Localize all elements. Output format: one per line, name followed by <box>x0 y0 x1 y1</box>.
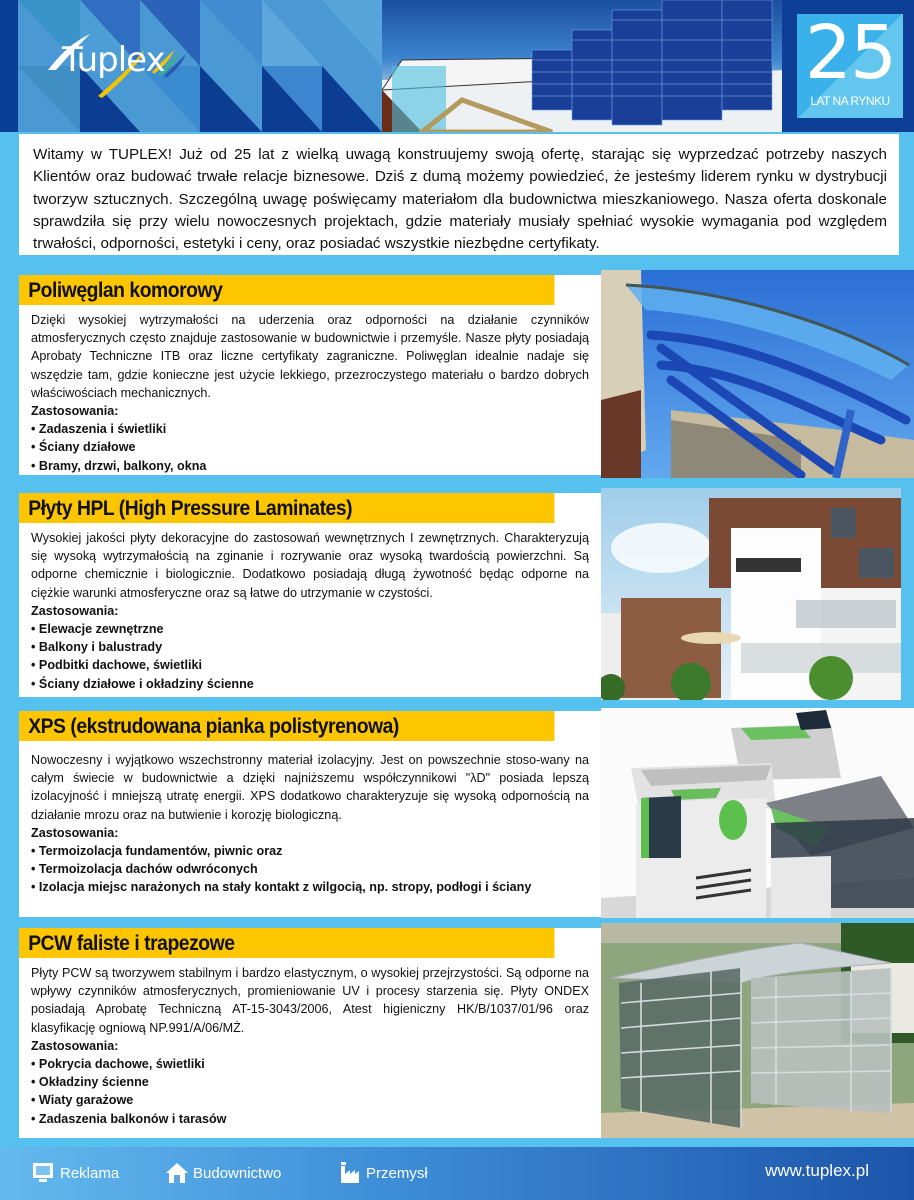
uses-label: Zastosowania: <box>31 1038 119 1053</box>
factory-icon <box>338 1162 360 1184</box>
section-xps <box>19 711 601 917</box>
photo-polycarbonate-canopy <box>601 270 914 478</box>
website-link[interactable]: www.tuplex.pl <box>765 1161 869 1180</box>
footer-link-budownictwo[interactable] <box>165 1162 281 1184</box>
footer-link-label: Przemysł <box>366 1164 428 1182</box>
section-description: Nowoczesny i wyjątkowo wszechstronny materiał izolacyjny. Jest on powszechnie stoso-wany na całym świecie w budownictwie a dzięki najniższemu współczynnikowi "λD" posiada lepszą izolacyjność i mniejszą utratę energii. XPS dodatkowo charakteryzuje się wysoką odpornością na działanie mrozu oraz na butwienie i korozję biologiczną. <box>31 753 589 822</box>
photo-hpl-building <box>601 488 901 700</box>
section-title: Płyty HPL (High Pressure Laminates) <box>19 493 554 523</box>
intro-box <box>19 134 899 255</box>
badge-caption: LAT NA RYNKU <box>810 94 890 108</box>
section-description: Płyty PCW są tworzywem stabilnym i bardzo elastycznym, o wysokiej przejrzystości. Są odporne na wpływy czynników atmosferycznych, promieniowanie UV i procesy starzenia się. Płyty ONDEX posiadają Aprobatę Techniczną AT-15-3043/2006, Atest higieniczny HK/B/1037/01/96 oraz klasyfikację ogniową NP.991/A/06/MŻ. <box>31 966 589 1035</box>
section-title: XPS (ekstrudowana pianka polistyrenowa) <box>19 711 554 741</box>
use-item: • Zadaszenia i świetliki <box>31 420 589 438</box>
use-item: • Elewacje zewnętrzne <box>31 620 589 638</box>
footer-link-label: Budownictwo <box>193 1164 282 1182</box>
badge-number: 25 <box>804 10 896 96</box>
section-hpl <box>19 493 601 697</box>
hero-image-buildings <box>382 0 792 132</box>
photo-xps-house-model <box>601 708 914 918</box>
monitor-icon <box>32 1162 54 1184</box>
use-item: • Balkony i balustrady <box>31 638 589 656</box>
section-description: Wysokiej jakości płyty dekoracyjne do zastosowań wewnętrznych I zewnętrznych. Charakteryzują się wysoką wytrzymałością na zginanie i rozrywanie oraz wysoką twardością powierzchni. Są odporne chemicznie i biologicznie. Dodatkowo posiadają długą żywotność będąc odporne na ciężkie warunki atmosferyczne oraz są łatwe do utrzymanie w czystości. <box>31 531 589 600</box>
uses-label: Zastosowania: <box>31 825 119 840</box>
footer-link-przemysl[interactable] <box>338 1162 428 1184</box>
use-item: • Ściany działowe <box>31 438 589 456</box>
use-item: • Termoizolacja fundamentów, piwnic oraz <box>31 842 589 860</box>
use-item: • Zadaszenia balkonów i tarasów <box>31 1110 589 1128</box>
section-title: PCW faliste i trapezowe <box>19 928 554 958</box>
section-pcw <box>19 928 601 1138</box>
section-description: Dzięki wysokiej wytrzymałości na uderzenia oraz odporności na działanie czynników atmosferycznych często znajduje zastosowanie w budownictwie i przemyśle. Nasze płyty posiadają Aprobaty Techniczne ITB oraz liczne certyfikaty zagraniczne. Poliwęglan idealnie nadaje się wszędzie tam, gdzie konieczne jest użycie lekkiego, przezroczystego materiału o bardzo dobrych właściwościach mechanicznych. <box>31 313 589 400</box>
use-item: • Okładziny ścienne <box>31 1073 589 1091</box>
uses-label: Zastosowania: <box>31 603 119 618</box>
logo-text: Tuplex <box>62 40 165 80</box>
use-item: • Podbitki dachowe, świetliki <box>31 656 589 674</box>
house-icon <box>165 1162 187 1184</box>
anniversary-badge <box>782 0 914 132</box>
footer-bar <box>0 1147 914 1200</box>
section-title: Poliwęglan komorowy <box>19 275 554 305</box>
use-item: • Termoizolacja dachów odwróconych <box>31 860 589 878</box>
use-item: • Pokrycia dachowe, świetliki <box>31 1055 589 1073</box>
use-item: • Bramy, drzwi, balkony, okna <box>31 457 589 475</box>
use-item: • Izolacja miejsc narażonych na stały kontakt z wilgocią, np. stropy, podłogi i ściany <box>31 878 589 896</box>
use-item: • Wiaty garażowe <box>31 1091 589 1109</box>
footer-link-reklama[interactable] <box>32 1162 119 1184</box>
header-banner <box>0 0 914 132</box>
use-item: • Ściany działowe i okładziny ścienne <box>31 675 589 693</box>
footer-link-label: Reklama <box>60 1164 120 1182</box>
intro-text: Witamy w TUPLEX! Już od 25 lat z wielką uwagą konstruujemy swoją ofertę, starając się wyprzedzać potrzeby naszych Klientów oraz budować trwałe relacje biznesowe. Dziś z dumą możemy powiedzieć, że jesteśmy liderem rynku w dystrybucji tworzyw sztucznych. Szczególną uwagę poświęcamy materiałom dla budownictwa mieszkaniowego. Nasza oferta doskonale sprawdziła się przy wielu nowoczesnych projektach, gdzie materiały musiały spełniać wysokie wymagania pod względem trwałości, odporności, estetyki i ceny, oraz posiadać wszystkie niezbędne certyfikaty. <box>33 146 887 253</box>
photo-pcw-carport <box>601 923 914 1138</box>
section-poliweglan <box>19 275 601 475</box>
uses-label: Zastosowania: <box>31 404 119 419</box>
